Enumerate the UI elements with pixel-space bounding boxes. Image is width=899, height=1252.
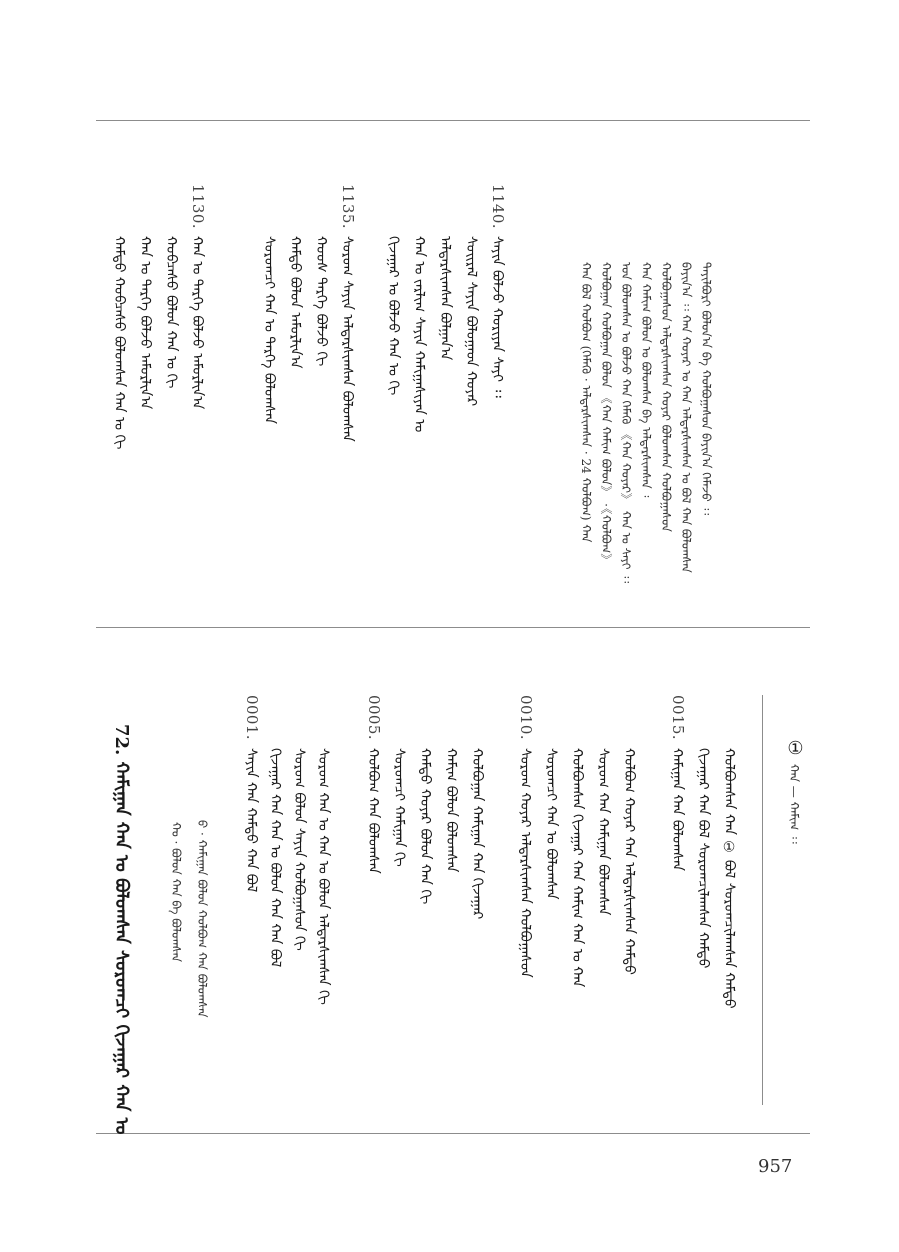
- poem-line: ᠬᠢᠵᠠᠭᠠᠷ ᠤ ᠪᠣᠯᠵᠣ ᠬᠠᠨ ᠤ ᠬᠢ: [385, 236, 401, 396]
- poem-line: ᠰᠤᠷᠤᠭᠴᠢ ᠬᠠᠨ ᠤ ᠲᠡᠷᠭᠡ ᠪᠣᠯᠤᠭᠰᠠᠨ: [261, 236, 277, 424]
- poem-line: ᠰᠤᠷᠤᠭᠴᠢ ᠬᠠᠨ ᠤ ᠪᠣᠯᠤᠭᠰᠠᠨ: [543, 748, 559, 900]
- line-number: 0010.: [517, 695, 535, 740]
- attribution-line: ᠪ · ᠬᠠᠮᠢᠭᠠᠨ ᠪᠣᠯᠤᠨ ᠬᠣᠯᠪᠤᠭ ᠬᠠᠨ ᠪᠣᠯᠤᠭᠰᠠᠨ: [195, 820, 209, 1018]
- commentary-line: ᠬᠣᠯᠪᠤᠭᠠᠨ ᠬᠣᠯᠪᠤᠭᠠᠨ ᠪᠣᠯᠤᠨ 《ᠬᠠᠨ ᠬᠠᠮᠢᠭ ᠪᠣᠯᠤᠨ》 ·《ᠬᠣᠯᠪᠤᠭ》: [599, 262, 613, 567]
- poem-line: ᠬᠠᠨ ᠤ ᠵᠠᠷᠯᠢᠭ ᠰᠠᠶᠢᠨ ᠬᠠᠮᠢᠭᠠᠰᠢᠶᠠᠨ ᠤ: [411, 236, 427, 433]
- poem-line: ᠬᠣᠯᠪᠤᠭ ᠬᠠᠨ ᠪᠣᠯᠤᠭᠰᠠᠨ: [365, 748, 381, 874]
- poem-line: ᠬᠣᠯᠪᠤᠭᠰᠠᠨ ᠬᠢᠵᠠᠭᠠᠷ ᠬᠠᠨ ᠬᠠᠮᠢᠭ ᠬᠠᠨ ᠤ ᠬᠠᠨ: [569, 748, 585, 988]
- poem-line: ᠬᠠᠮᠲᠤ ᠪᠣᠯᠤᠨ ᠠᠮᠤᠷᠯᠢᠨ᠎ᠠ: [287, 236, 303, 369]
- poem-line: ᠬᠠᠨ ᠤ ᠲᠡᠷᠭᠡ ᠪᠣᠯᠵᠣ ᠠᠮᠤᠷᠯᠢᠨ᠎ᠠ: [137, 236, 153, 410]
- poem-line: ᠬᠣᠯᠪᠤᠭ ᠬᠣᠶᠠᠷ ᠬᠠᠨ ᠠᠯᠳᠠᠷᠰᠢᠭᠰᠠᠨ ᠬᠠᠮᠲᠤ: [621, 748, 637, 975]
- middle-rule: [96, 627, 810, 628]
- poem-line: ᠰᠤᠷᠤᠭ ᠰᠠᠶᠢᠨ ᠠᠯᠳᠠᠷᠰᠢᠭᠰᠠᠨ ᠪᠣᠯᠤᠭᠰᠠᠨ: [339, 236, 355, 442]
- attribution-line: ᠬᠣ · ᠪᠣᠯᠤᠨ ᠬᠠᠨ ᠪᠠ ᠪᠣᠯᠤᠭᠰᠠᠨ: [169, 822, 183, 963]
- poem-line: ᠰᠤᠢᠷᠠᠯ ᠰᠠᠶᠢᠨ ᠪᠣᠯᠣᠭᠠᠳ ᠬᠣᠶᠠᠷ: [463, 236, 479, 407]
- commentary-line: ᠲᠠᠶᠢᠯᠪᠤᠷᠢ ᠪᠣᠯᠤᠨ᠎ᠠ ᠪᠠ ᠬᠣᠯᠪᠤᠭᠠᠰᠤᠨ ᠪᠠᠶᠢᠨ᠎ᠠ ᠬᠡᠮᠡᠵᠦ ᠄᠄: [699, 262, 713, 516]
- poem-line: ᠬᠣᠣᠰ ᠲᠡᠷᠭᠡ ᠪᠣᠯᠵᠣ ᠬᠢ: [313, 236, 329, 367]
- line-number: 1140.: [489, 184, 507, 229]
- bottom-rule: [96, 1133, 810, 1134]
- line-number: 0015.: [669, 695, 687, 740]
- line-number: 1135.: [339, 184, 357, 229]
- footnote-marker: ①: [785, 738, 806, 760]
- commentary-line: ᠤᠨ ᠪᠣᠯᠤᠭᠰᠠᠨ ᠤ ᠪᠣᠯᠵᠣ ᠬᠠᠨ ᠬᠡᠮᠡᠬᠦ 《ᠬᠠᠨ ᠬᠣᠶᠠᠷ》 ᠬᠠᠨ ᠤ ᠰᠠᠶᠢ ᠄᠄: [619, 262, 633, 584]
- commentary-line: ᠬᠠᠨ ᠪᠣᠯ ᠬᠣᠯᠪᠤᠭ (ᠬᠡᠮᠡᠬᠦ · ᠠᠯᠳᠠᠷᠰᠢᠭᠰᠠᠨ · 24 ᠬᠣᠯᠪᠤᠭ) ᠬᠠᠨ: [579, 262, 593, 543]
- poem-line: ᠬᠤᠪᠴᠠᠰᠤ ᠪᠣᠯᠣᠨ ᠬᠠᠨ ᠤ ᠬᠢ: [163, 236, 179, 389]
- poem-line: ᠬᠠᠮᠲᠤ ᠬᠣᠶᠠᠷ ᠪᠣᠯᠤᠨ ᠬᠠᠨ ᠬᠢ: [417, 748, 433, 905]
- poem-line: ᠰᠤᠷᠤᠭᠴᠢ ᠬᠠᠮᠢᠭᠠᠨ ᠬᠢ: [391, 748, 407, 867]
- poem-line: ᠰᠤᠷᠤᠭ ᠪᠣᠯᠤᠨ ᠰᠠᠶᠢᠨ ᠬᠣᠯᠪᠤᠭᠠᠰᠤᠨ ᠬᠢ: [291, 748, 307, 951]
- poem-line: ᠬᠠᠨ ᠤ ᠲᠡᠷᠭᠡ ᠪᠣᠯᠵᠣ ᠠᠮᠤᠷᠯᠢᠨ᠎ᠠ: [189, 236, 205, 410]
- commentary-line: ᠪᠠᠶᠢᠨ᠎ᠠ ᠄᠄ ᠬᠠᠨ ᠬᠣᠶᠠᠷ ᠤ ᠬᠠᠨ ᠠᠯᠳᠠᠷᠰᠢᠭᠰᠠᠨ ᠤ ᠪᠣᠯ ᠬᠠᠨ ᠪᠣᠯᠤᠭᠰᠠᠨ: [679, 262, 693, 573]
- poem-heading: 72. ᠬᠠᠮᠢᠭᠠᠨ ᠬᠠᠨ ᠤ ᠪᠣᠯᠤᠭᠰᠠᠨ ᠰᠤᠷᠤᠭᠴᠢ ᠬᠢᠵᠠᠭᠠᠷ ᠬᠠᠨ ᠤ: [111, 724, 132, 1135]
- line-number: 0001.: [243, 695, 261, 740]
- poem-line: ᠰᠤᠷᠤᠭ ᠬᠠᠨ ᠬᠠᠮᠢᠭᠠᠨ ᠪᠣᠯᠤᠭᠰᠠᠨ: [595, 748, 611, 916]
- poem-line: ᠬᠢᠵᠠᠭᠠᠷ ᠬᠠᠨ ᠬᠠᠨ ᠤ ᠪᠣᠯᠤᠨ ᠬᠠᠨ ᠬᠠᠨ ᠪᠣᠯ: [267, 748, 283, 968]
- footnote-text: ᠬᠠᠨ — ᠬᠠᠮᠢᠭ ᠄᠄: [787, 764, 801, 844]
- poem-line: ᠬᠢᠵᠠᠭᠠᠷ ᠬᠠᠨ ᠪᠣᠯ ᠰᠤᠷᠤᠭᠴᠢᠯᠠᠭᠰᠠᠨ ᠬᠠᠮᠲᠤ: [695, 748, 711, 969]
- poem-line: ᠰᠠᠶᠢᠨ ᠬᠠᠨ ᠬᠠᠮᠲᠤ ᠬᠠᠨ ᠪᠣᠯ: [243, 748, 259, 893]
- line-number: 1130.: [189, 184, 207, 229]
- line-number: 0005.: [365, 695, 383, 740]
- commentary-line: ᠬᠣᠯᠪᠤᠭᠠᠰᠤᠨ ᠠᠯᠳᠠᠷᠰᠢᠭᠰᠠᠨ ᠬᠣᠶᠠᠷ ᠪᠣᠯᠤᠭᠰᠠᠨ ᠬᠣᠯᠪᠤᠭᠠᠰᠤᠨ: [659, 262, 673, 532]
- poem-line: ᠬᠣᠯᠪᠤᠭᠠᠨ ᠬᠠᠮᠢᠭᠠᠨ ᠬᠠᠨ ᠬᠢᠵᠠᠭᠠᠷ: [469, 748, 485, 920]
- poem-line: ᠠᠯᠳᠠᠷᠰᠢᠭᠰᠠᠨ ᠪᠣᠯᠭᠠᠨ᠎ᠠ: [437, 236, 453, 361]
- commentary-line: ᠬᠠᠨ ᠬᠠᠮᠢᠭ ᠪᠣᠯᠤᠨ ᠤ ᠪᠣᠯᠤᠭᠰᠠᠨ ᠪᠠ ᠠᠯᠳᠠᠷᠰᠢᠭᠰᠠᠨ ᠄: [639, 262, 653, 498]
- top-rule: [96, 120, 810, 121]
- poem-line: ᠬᠣᠯᠪᠤᠭᠰᠠᠨ ᠬᠠᠨ ① ᠪᠣᠯ ᠰᠤᠷᠤᠭᠴᠢᠯᠠᠭᠰᠠᠨ ᠬᠠᠮᠲᠤ: [721, 748, 737, 1009]
- footnote-separator: [762, 695, 763, 1105]
- poem-line: ᠬᠠᠮᠢᠭᠠᠨ ᠬᠠᠨ ᠪᠣᠯᠤᠭᠰᠠᠨ: [669, 748, 685, 871]
- poem-line: ᠬᠠᠮᠢᠭ ᠪᠣᠯᠤᠨ ᠪᠣᠯᠤᠭᠰᠠᠨ: [443, 748, 459, 873]
- poem-line: ᠰᠤᠷᠤᠭ ᠬᠣᠶᠠᠷ ᠠᠯᠳᠠᠷᠰᠢᠭᠰᠠᠨ ᠬᠣᠯᠪᠤᠭᠠᠰᠤᠨ: [517, 748, 533, 978]
- page-number: 957: [758, 1156, 793, 1177]
- poem-line: ᠰᠠᠶᠢᠨ ᠪᠣᠯᠵᠣ ᠬᠤᠷᠢᠶᠠᠨ ᠰᠠᠶᠢ ᠄᠄: [489, 236, 505, 398]
- poem-line: ᠬᠠᠮᠲᠤ ᠬᠤᠪᠴᠠᠰᠤ ᠪᠣᠯᠤᠭᠰᠠᠨ ᠬᠠᠨ ᠤ ᠬᠢ: [111, 236, 127, 450]
- poem-line: ᠰᠤᠷᠤᠭ ᠬᠠᠨ ᠤ ᠬᠠᠨ ᠤ ᠪᠣᠯᠤᠨ ᠠᠯᠳᠠᠷᠰᠢᠭᠰᠠᠨ ᠬᠢ: [315, 748, 331, 1005]
